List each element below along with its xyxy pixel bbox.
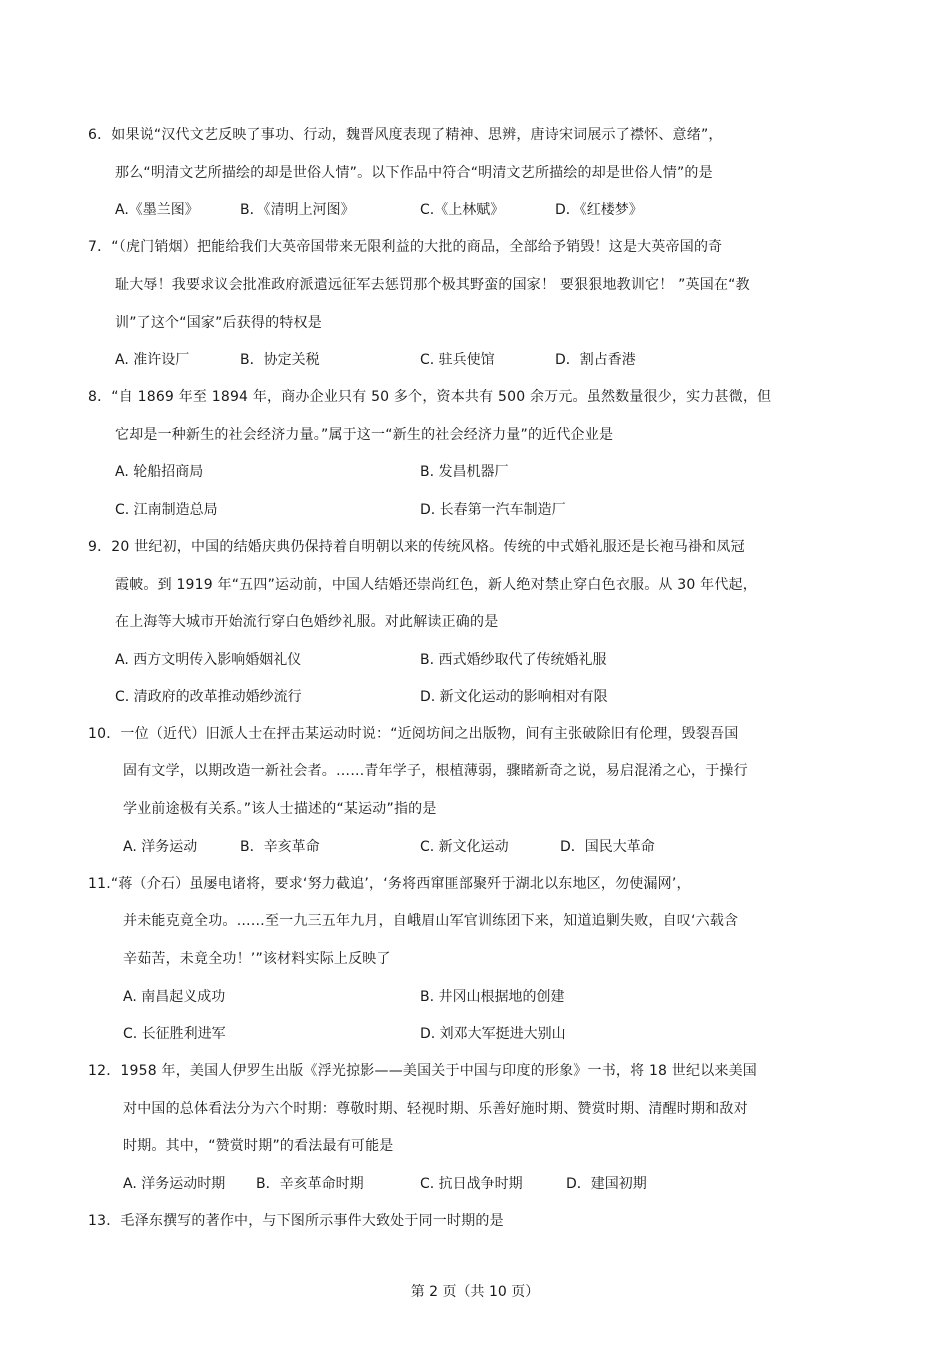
page-footer: 第 2 页（共 10 页） [410,1284,540,1300]
q11-line-1: 11.“蒋（介石）虽屡电诸将，要求‘努力截追’，‘务将西窜匪部聚歼于湖北以东地区，勿使漏网’， [88,876,691,892]
q12-line-1: 12．1958 年，美国人伊罗生出版《浮光掠影——美国关于中国与印度的形象》一书，将 18 世纪以来美国 [88,1063,758,1079]
q10-line-1: 10．一位（近代）旧派人士在抨击某运动时说：“近阅坊间之出版物，间有主张破除旧有伦理，毁裂吾国 [88,726,739,742]
q10-line-3: 学业前途极有关系。”该人士描述的“某运动”指的是 [123,801,437,817]
q11-option-a: A. 南昌起义成功 [123,989,226,1005]
q8-option-a: A. 轮船招商局 [115,464,204,480]
q11-option-d: D. 刘邓大军挺进大别山 [420,1026,566,1042]
q7-option-a: A. 准许设厂 [115,352,190,368]
q7-line-3: 训”了这个“国家”后获得的特权是 [115,315,322,331]
q7-option-c: C. 驻兵使馆 [420,352,495,368]
q11-line-2: 并未能克竟全功。……至一九三五年九月，自峨眉山军官训练团下来，知道追剿失败，自叹‘六载含 [123,913,739,929]
q6-option-d: D．《红楼梦》 [555,202,643,218]
q11-option-c: C. 长征胜利进军 [123,1026,226,1042]
q10-option-d: D．国民大革命 [560,839,655,855]
q8-option-c: C. 江南制造总局 [115,502,218,518]
q7-option-b: B．协定关税 [240,352,320,368]
q8-option-d: D. 长春第一汽车制造厂 [420,502,566,518]
q6-option-c: C.《上林赋》 [420,202,505,218]
q13-line-1: 13．毛泽东撰写的著作中，与下图所示事件大致处于同一时期的是 [88,1213,504,1229]
q9-option-d: D. 新文化运动的影响相对有限 [420,689,608,705]
q9-line-3: 在上海等大城市开始流行穿白色婚纱礼服。对此解读正确的是 [115,614,499,630]
q12-option-d: D．建国初期 [566,1176,647,1192]
q9-line-1: 9．20 世纪初，中国的结婚庆典仍保持着自明朝以来的传统风格。传统的中式婚礼服还是长袍马褂和凤冠 [88,539,745,555]
q10-option-a: A. 洋务运动 [123,839,198,855]
q8-line-2: 它却是一种新生的社会经济力量。”属于这一“新生的社会经济力量”的近代企业是 [115,427,614,443]
q11-option-b: B. 井冈山根据地的创建 [420,989,565,1005]
q9-option-b: B. 西式婚纱取代了传统婚礼服 [420,652,607,668]
q6-option-b: B．《清明上河图》 [240,202,355,218]
q10-line-2: 固有文学，以期改造一新社会者。……青年学子，根植薄弱，骤睹新奇之说，易启混淆之心，于操行 [123,763,748,779]
q12-option-c: C. 抗日战争时期 [420,1176,523,1192]
q6-line-2: 那么“明清文艺所描绘的却是世俗人情”。以下作品中符合“明清文艺所描绘的却是世俗人情”的是 [115,165,713,181]
q10-option-c: C. 新文化运动 [420,839,509,855]
q12-option-a: A. 洋务运动时期 [123,1176,226,1192]
q11-line-3: 辛茹苦，未竟全功！’”该材料实际上反映了 [123,951,391,967]
q6-line-1: 6．如果说“汉代文艺反映了事功、行动，魏晋风度表现了精神、思辨，唐诗宋词展示了襟怀、意绪”， [88,127,723,143]
q9-option-c: C. 清政府的改革推动婚纱流行 [115,689,302,705]
q7-line-2: 耻大辱！我要求议会批准政府派遣远征军去惩罚那个极其野蛮的国家！ 要狠狠地教训它！ ”英国在“教 [115,277,750,293]
q12-line-2: 对中国的总体看法分为六个时期：尊敬时期、轻视时期、乐善好施时期、赞赏时期、清醒时期和敌对 [123,1101,748,1117]
q6-option-a: A.《墨兰图》 [115,202,199,218]
q9-line-2: 霞帔。到 1919 年“五四”运动前，中国人结婚还崇尚红色，新人绝对禁止穿白色衣服。从 30 年代起， [115,577,757,593]
q8-line-1: 8．“自 1869 年至 1894 年，商办企业只有 50 多个，资本共有 500 余万元。虽然数量很少，实力甚微，但 [88,389,772,405]
q10-option-b: B．辛亥革命 [240,839,320,855]
q7-option-d: D．割占香港 [555,352,636,368]
q12-option-b: B．辛亥革命时期 [256,1176,364,1192]
q12-line-3: 时期。其中，“赞赏时期”的看法最有可能是 [123,1138,394,1154]
q9-option-a: A. 西方文明传入影响婚姻礼仪 [115,652,302,668]
q8-option-b: B. 发昌机器厂 [420,464,509,480]
q7-line-1: 7．“（虎门销烟）把能给我们大英帝国带来无限利益的大批的商品，全部给予销毁！这是大英帝国的奇 [88,239,723,255]
